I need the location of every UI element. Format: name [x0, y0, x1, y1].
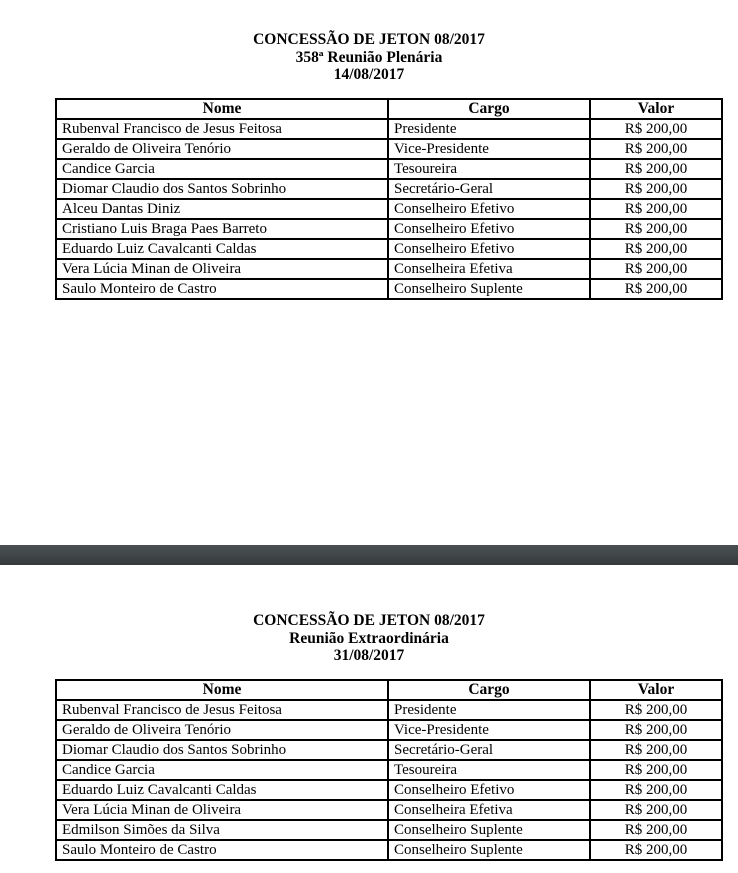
cell-valor: R$ 200,00 [590, 760, 722, 780]
cell-cargo: Secretário-Geral [388, 740, 590, 760]
cell-valor: R$ 200,00 [590, 119, 722, 139]
column-header-valor: Valor [590, 680, 722, 700]
cell-valor: R$ 200,00 [590, 239, 722, 259]
cell-valor: R$ 200,00 [590, 780, 722, 800]
cell-cargo: Conselheiro Efetivo [388, 239, 590, 259]
cell-nome: Geraldo de Oliveira Tenório [56, 139, 388, 159]
meeting-subtitle: Reunião Extraordinária [289, 629, 449, 647]
column-header-cargo: Cargo [388, 99, 590, 119]
cell-nome: Alceu Dantas Diniz [56, 199, 388, 219]
jeton-table-1 [55, 98, 723, 300]
table-row [56, 820, 722, 840]
table-row [56, 219, 722, 239]
column-header-nome: Nome [56, 99, 388, 119]
column-header-nome: Nome [56, 680, 388, 700]
cell-nome: Saulo Monteiro de Castro [56, 279, 388, 299]
cell-valor: R$ 200,00 [590, 740, 722, 760]
cell-valor: R$ 200,00 [590, 800, 722, 820]
cell-nome: Edmilson Simões da Silva [56, 820, 388, 840]
column-header-valor: Valor [590, 99, 722, 119]
cell-cargo: Presidente [388, 700, 590, 720]
cell-cargo: Conselheira Efetiva [388, 259, 590, 279]
table-row [56, 279, 722, 299]
cell-nome: Vera Lúcia Minan de Oliveira [56, 259, 388, 279]
cell-nome: Eduardo Luiz Cavalcanti Caldas [56, 239, 388, 259]
page-2 [0, 565, 738, 861]
cell-valor: R$ 200,00 [590, 820, 722, 840]
cell-valor: R$ 200,00 [590, 219, 722, 239]
meeting-date: 31/08/2017 [333, 647, 405, 664]
cell-cargo: Presidente [388, 119, 590, 139]
table-row [56, 179, 722, 199]
table-row [56, 259, 722, 279]
table-row [56, 780, 722, 800]
cell-valor: R$ 200,00 [590, 159, 722, 179]
table-row [56, 720, 722, 740]
cell-cargo: Secretário-Geral [388, 179, 590, 199]
document-title: CONCESSÃO DE JETON 08/2017 [253, 612, 485, 629]
cell-nome: Vera Lúcia Minan de Oliveira [56, 800, 388, 820]
cell-cargo: Conselheiro Efetivo [388, 219, 590, 239]
table-row [56, 119, 722, 139]
cell-valor: R$ 200,00 [590, 179, 722, 199]
cell-cargo: Conselheiro Efetivo [388, 780, 590, 800]
table-row [56, 760, 722, 780]
document-title: CONCESSÃO DE JETON 08/2017 [253, 31, 485, 48]
table-row [56, 840, 722, 860]
table-row [56, 199, 722, 219]
page-separator-bar [0, 545, 738, 565]
cell-valor: R$ 200,00 [590, 700, 722, 720]
cell-cargo: Tesoureira [388, 760, 590, 780]
cell-cargo: Conselheiro Suplente [388, 820, 590, 840]
cell-nome: Saulo Monteiro de Castro [56, 840, 388, 860]
column-header-cargo: Cargo [388, 680, 590, 700]
cell-nome: Cristiano Luis Braga Paes Barreto [56, 219, 388, 239]
table-row [56, 139, 722, 159]
cell-valor: R$ 200,00 [590, 259, 722, 279]
jeton-table-2 [55, 679, 723, 861]
cell-valor: R$ 200,00 [590, 720, 722, 740]
page-1-title-block [0, 31, 738, 84]
table-row [56, 239, 722, 259]
cell-valor: R$ 200,00 [590, 139, 722, 159]
page-2-title-block [0, 612, 738, 665]
cell-nome: Diomar Claudio dos Santos Sobrinho [56, 179, 388, 199]
cell-nome: Eduardo Luiz Cavalcanti Caldas [56, 780, 388, 800]
table-header-row [56, 99, 722, 119]
cell-nome: Candice Garcia [56, 159, 388, 179]
cell-nome: Candice Garcia [56, 760, 388, 780]
cell-nome: Geraldo de Oliveira Tenório [56, 720, 388, 740]
cell-cargo: Conselheiro Efetivo [388, 199, 590, 219]
meeting-subtitle: 358ª Reunião Plenária [295, 48, 443, 66]
table-header-row [56, 680, 722, 700]
cell-nome: Rubenval Francisco de Jesus Feitosa [56, 700, 388, 720]
cell-nome: Diomar Claudio dos Santos Sobrinho [56, 740, 388, 760]
table-row [56, 740, 722, 760]
cell-cargo: Conselheira Efetiva [388, 800, 590, 820]
table-row [56, 159, 722, 179]
cell-cargo: Vice-Presidente [388, 139, 590, 159]
meeting-date: 14/08/2017 [333, 66, 405, 83]
cell-valor: R$ 200,00 [590, 840, 722, 860]
cell-valor: R$ 200,00 [590, 279, 722, 299]
cell-cargo: Conselheiro Suplente [388, 840, 590, 860]
table-row [56, 700, 722, 720]
cell-cargo: Vice-Presidente [388, 720, 590, 740]
cell-valor: R$ 200,00 [590, 199, 722, 219]
cell-cargo: Tesoureira [388, 159, 590, 179]
cell-nome: Rubenval Francisco de Jesus Feitosa [56, 119, 388, 139]
cell-cargo: Conselheiro Suplente [388, 279, 590, 299]
table-row [56, 800, 722, 820]
